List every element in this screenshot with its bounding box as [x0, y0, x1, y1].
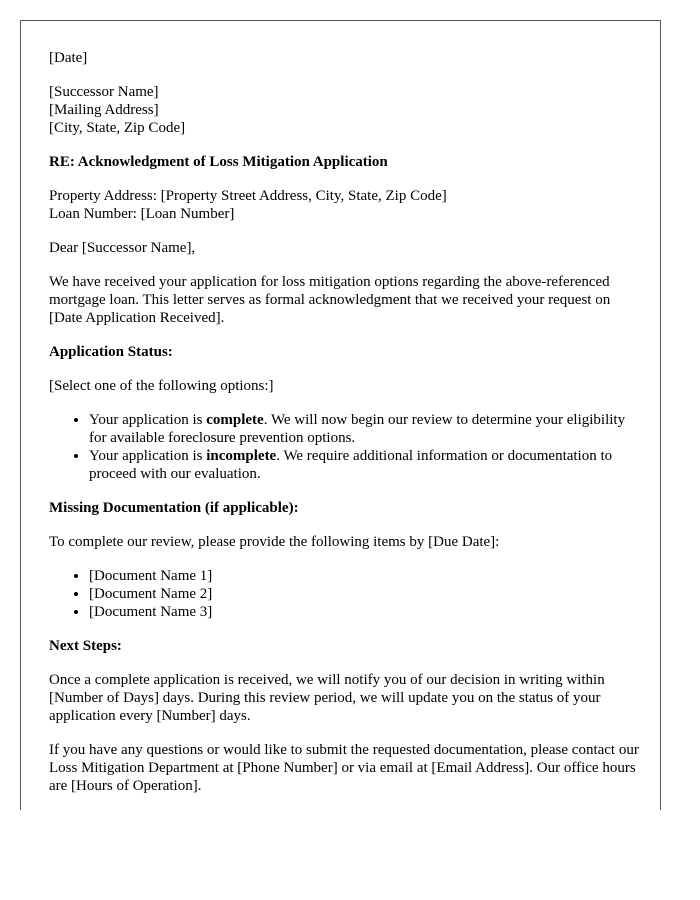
- next-steps-heading-text: Next Steps:: [49, 638, 122, 654]
- status-option-keyword: incomplete: [206, 448, 277, 464]
- missing-heading: [49, 499, 639, 517]
- status-option-prefix: Your application is: [89, 448, 207, 464]
- status-heading: [49, 343, 639, 361]
- status-option-prefix: Your application is: [89, 412, 207, 428]
- letter-page: [20, 20, 661, 810]
- status-option-keyword: complete: [206, 412, 264, 428]
- salutation: Dear [Successor Name],: [49, 240, 196, 256]
- status-options-list: [49, 411, 639, 483]
- status-option-suffix: . We require additional information or documentation to proceed with our evaluation.: [89, 448, 613, 482]
- status-option-suffix: . We will now begin our review to determine your eligibility for available foreclosure prevention options.: [89, 412, 626, 446]
- property-address: Property Address: [Property Street Address, City, State, Zip Code]: [49, 188, 447, 204]
- property-block: [49, 187, 639, 223]
- documents-list: [49, 567, 639, 621]
- next-steps-paragraph: Once a complete application is received, we will notify you of our decision in writing within [Number of Days] days. During this review period, we will update you on the status of your application every [Number] days.: [49, 672, 605, 724]
- intro-paragraph: We have received your application for loss mitigation options regarding the above-referenced mortgage loan. This letter serves as formal acknowledgment that we received your request on [Date Application Received].: [49, 274, 611, 326]
- recipient-city-line: [City, State, Zip Code]: [49, 120, 186, 136]
- document-item: • [Document Name 1]: [89, 567, 639, 585]
- missing-heading-text: Missing Documentation (if applicable):: [49, 500, 299, 516]
- contact-paragraph: If you have any questions or would like to submit the requested documentation, please contact our Loss Mitigation Department at [Phone Number] or via email at [Email Address]. Our office hours are [Hours of Operation].: [49, 742, 639, 794]
- next-steps-heading: [49, 637, 639, 655]
- letter-content: [49, 49, 639, 810]
- status-option-complete: [89, 411, 639, 447]
- loan-number: Loan Number: [Loan Number]: [49, 206, 235, 222]
- document-item: • [Document Name 3]: [89, 603, 639, 621]
- recipient-block: [49, 83, 639, 137]
- subject-line: [49, 153, 639, 171]
- recipient-address: [Mailing Address]: [49, 102, 159, 118]
- recipient-name: [Successor Name]: [49, 84, 159, 100]
- subject-text: RE: Acknowledgment of Loss Mitigation Application: [49, 154, 388, 170]
- document-item: • [Document Name 2]: [89, 585, 639, 603]
- letter-date: [Date]: [49, 50, 88, 66]
- status-heading-text: Application Status:: [49, 344, 173, 360]
- status-option-incomplete: [89, 447, 639, 483]
- missing-intro: To complete our review, please provide the following items by [Due Date]:: [49, 534, 500, 550]
- status-prompt: [Select one of the following options:]: [49, 378, 274, 394]
